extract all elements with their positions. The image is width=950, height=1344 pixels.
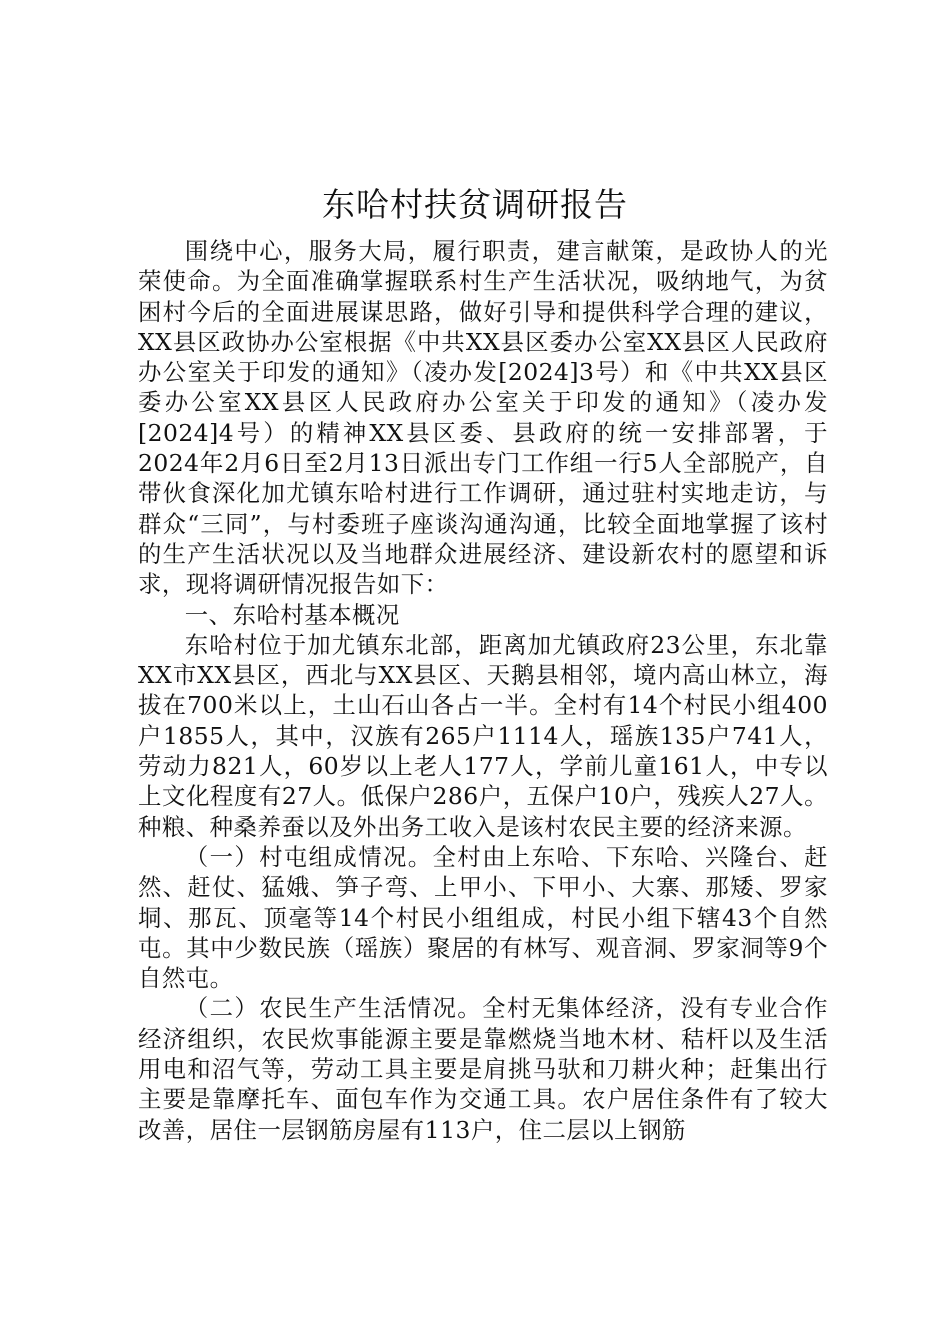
document-body [138, 236, 828, 1145]
intro-paragraph: 围绕中心，服务大局，履行职责，建言献策，是政协人的光荣使命。为全面准确掌握联系村生产生活状况，吸纳地气，为贫困村今后的全面进展谋思路，做好引导和提供科学合理的建议，XX县区政协办公室根据《中共XX县区委办公室XX县区人民政府办公室关于印发的通知》（凌办发[2024]3号）和《中共XX县区委办公室XX县区人民政府办公室关于印发的通知》（凌办发[2024]4号）的精神XX县区委、县政府的统一安排部署，于2024年2月6日至2月13日派出专门工作组一行5人全部脱产，自带伙食深化加尤镇东哈村进行工作调研，通过驻村实地走访，与群众“三同”，与村委班子座谈沟通沟通，比较全面地掌握了该村的生产生活状况以及当地群众进展经济、建设新农村的愿望和诉求，现将调研情况报告如下： [138, 237, 828, 599]
section-heading-overview: 一、东哈村基本概况 [184, 600, 400, 629]
document-title: 东哈村扶贫调研报告 [322, 185, 628, 224]
livelihood-paragraph: （二）农民生产生活情况。全村无集体经济，没有专业合作经济组织，农民炊事能源主要是靠燃烧当地木材、秸杆以及生活用电和沼气等，劳动工具主要是肩挑马驮和刀耕火种；赶集出行主要是靠摩托车、面包车作为交通工具。农户居住条件有了较大改善，居住一层钢筋房屋有113户，住二层以上钢筋 [138, 994, 828, 1144]
village-composition-paragraph: （一）村屯组成情况。全村由上东哈、下东哈、兴隆台、赶然、赶仗、猛娥、笋子弯、上甲小、下甲小、大寨、那矮、罗家垌、那瓦、顶毫等14个村民小组组成，村民小组下辖43个自然屯。其中少数民族（瑶族）聚居的有林写、观音洞、罗家洞等9个自然屯。 [138, 842, 828, 993]
overview-paragraph: 东哈村位于加尤镇东北部，距离加尤镇政府23公里，东北靠XX市XX县区，西北与XX县区、天鹅县相邻，境内高山林立，海拔在700米以上，土山石山各占一半。全村有14个村民小组400户1855人，其中，汉族有265户1114人，瑶族135户741人，劳动力821人，60岁以上老人177人，学前儿童161人，中专以上文化程度有27人。低保户286户，五保户10户，残疾人27人。种粮、种桑养蚕以及外出务工收入是该村农民主要的经济来源。 [138, 630, 828, 841]
